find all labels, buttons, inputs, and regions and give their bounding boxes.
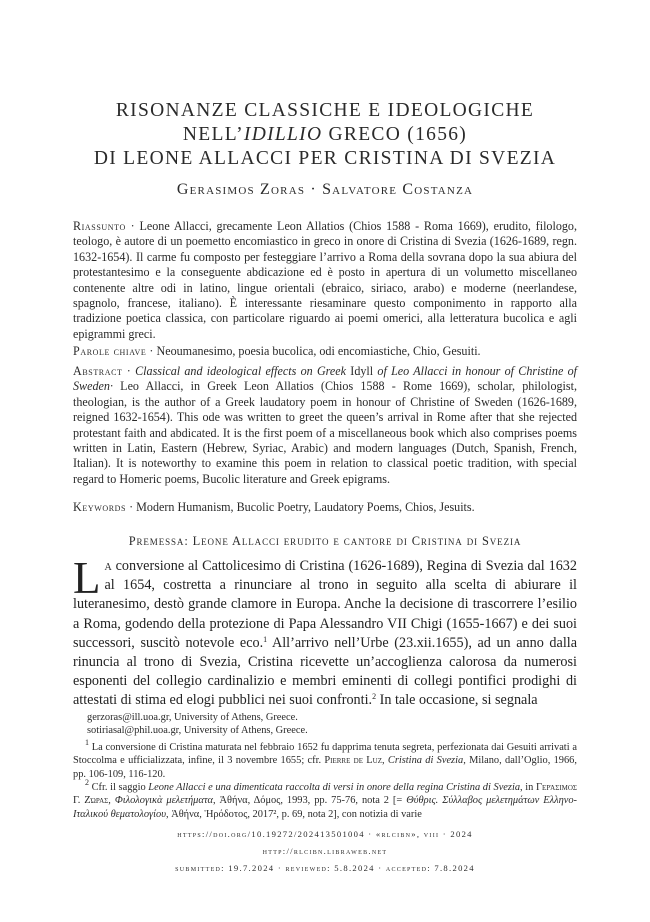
- parole-chiave-text: · Neoumanesimo, poesia bucolica, odi encomiastiche, Chio, Gesuiti.: [146, 344, 481, 358]
- author-email-2: sotiriasal@phil.uoa.gr, University of Athens, Greece.: [87, 725, 308, 736]
- body-text-1: conversione al Cattolicesimo di Cristina (1626-1689), Regina di Svezia dal 1632 al 1654, costretta a rinunciare al trono in seguito alla scelta di abiurare il luteranesimo, destò grande clamore in Europa. Anche la decisione di trascorrere l’esilio a Roma, godendo della protezione di Papa Alessandro VII Chigi (1655-1667) e dei suoi successori, suscitò notevole eco.: [73, 558, 577, 651]
- footer-doi[interactable]: https://doi.org/10.19272/202413501004 · «rlcibn», viii · 2024: [177, 829, 473, 839]
- first-word: a: [104, 558, 112, 574]
- abstract-sep: ·: [122, 364, 136, 378]
- footnote-ref-2[interactable]: 2: [372, 692, 377, 702]
- footnote-2-sep: ,: [108, 795, 115, 807]
- abstract-text: Leo Allacci, in Greek Leon Allatios (Chios 1588 - Rome 1669), scholar, philologist, theologian, is the author of a Greek laudatory poem in honour of Christine of Sweden (1626-1689, reigned 1632-1654). This ode was written to greet the queen’s arrival in Rome after that she rejected protestant faith and abdicated. It is the first poem of a miscellaneous book which also comprises poems written in Latin, Eastern (Hebrew, Syriac, Arabic) and modern languages (Dutch, Spanish, French, Italian). It is noteworthy to examine this poem in relation to classical poetic tradition, with special regard to Homeric poems, Bucolic literature and Greek epigrams.: [73, 379, 577, 486]
- body-text-3: In tale occasione, si segnala: [376, 692, 538, 709]
- footnote-ref-1[interactable]: 1: [263, 634, 268, 644]
- footnote-2-end: , Ἀθήνα, Ἡρόδοτος, 2017², p. 69, nota 2], con notizia di varie: [166, 808, 422, 820]
- footnote-1-pre: La conversione di Cristina maturata nel febbraio 1652 fu dapprima tenuta segreta, perfezionata dai Gesuiti arrivati a Stoccolma e ufficializzata, infine, il 3 novembre 1655; cfr.: [73, 742, 577, 767]
- footnote-2-number: 2: [85, 778, 89, 787]
- abstract-title-part2: of Leo Allacci in honour of Christine of Sweden·: [73, 364, 577, 394]
- parole-chiave-label: Parole chiave: [73, 344, 147, 358]
- footnote-2-collection: Θύθρις. Σύλλαβος μελετημάτων Ελληνο-Ιταλικού θεματολογίου: [73, 795, 577, 820]
- title-line-2-italic: IDILLIO: [243, 124, 323, 145]
- footnote-1-title: Cristina di Svezia: [387, 755, 464, 767]
- title-line-2-pre: NELL’: [182, 124, 244, 145]
- title-line-3: DI LEONE ALLACCI PER CRISTINA DI SVEZIA: [93, 148, 557, 169]
- abstract-title-idyll: Idyll: [346, 364, 378, 378]
- body-text-2: All’arrivo nell’Urbe (23.xii.1655), ad un anno dalla rinuncia al trono di Svezia, Cristina ricevette un’accoglienza calorosa da numerosi esponenti del collegio cardinalizio e membri eminenti di collegi pontifici prodighi di attestati di stima ed elogi pubblici nei suoi confronti.: [73, 634, 577, 709]
- drop-cap: L: [73, 553, 101, 603]
- footnote-2-mid: , in: [520, 782, 536, 793]
- footnote-1-author: Pierre de Luz: [324, 755, 382, 767]
- footnote-1-sep: ,: [381, 755, 388, 767]
- riassunto-text: · Leone Allacci, grecamente Leon Allatios (Chios 1588 - Roma 1669), erudito, filologo, teologo, è autore di un poemetto encomiastico in greco in onore di Cristina di Svezia (1626-1689, regn. 1632-1654). Il carme fu composto per festeggiare l’arrivo a Roma della sovrana dopo la sua abiura del protestantesimo e la conseguente abdicazione ed è posto in apertura di un volumetto miscellaneo contenente altre odi in latino, lingue orientali (ebraico, siriaco, arabo) e moderne (neerlandese, spagnolo, francese, italiano). È interessante riesaminare questo componimento in rapporto alla tradizione poetica classica, con particolare riguardo ai poemi omerici, alla letteratura bucolica e agli epigrammi greci.: [73, 219, 577, 341]
- riassunto-label: Riassunto: [73, 219, 126, 233]
- abstract-paragraph: [73, 364, 577, 487]
- keywords-paragraph: [73, 500, 577, 515]
- footnote-2-pre: Cfr. il saggio: [89, 782, 149, 793]
- footnote-1-number: 1: [85, 738, 89, 747]
- parole-chiave-paragraph: [73, 344, 577, 359]
- footnote-2-author: Γεράσιμος Γ. Ζώρας: [73, 782, 577, 807]
- footnote-2-post: , Ἀθήνα, Δόμος, 1993, pp. 75-76, nota 2 [=: [213, 795, 407, 807]
- keywords-text: · Modern Humanism, Bucolic Poetry, Laudatory Poems, Chios, Jesuits.: [126, 500, 475, 514]
- title-line-2-post: GRECO (1656): [322, 124, 468, 145]
- footer-url[interactable]: http://rlcibn.libraweb.net: [262, 846, 388, 856]
- body-paragraph: [73, 553, 577, 711]
- authors: Gerasimos Zoras · Salvatore Costanza: [176, 181, 474, 198]
- footnote-2-book: Φιλολογικὰ μελετήματα: [114, 795, 213, 807]
- footnote-1: [73, 738, 577, 781]
- footnote-2-body: [73, 778, 577, 821]
- title-line-2: [60, 123, 590, 147]
- title-line-1: RISONANZE CLASSICHE E IDEOLOGICHE: [115, 100, 535, 121]
- abstract-label: Abstract: [73, 364, 123, 378]
- riassunto-paragraph: [73, 219, 577, 342]
- footnote-1-post: , Milano, dall’Oglio, 1966, pp. 106-109, 116-120.: [73, 755, 577, 780]
- article-title: [60, 99, 590, 171]
- footer-dates: submitted: 19.7.2024 · reviewed: 5.8.2024 · accepted: 7.8.2024: [175, 863, 475, 873]
- footnote-1-body: [73, 738, 577, 781]
- author-email-1: gerzoras@ill.uoa.gr, University of Athens, Greece.: [87, 712, 298, 723]
- footnote-2-title: Leone Allacci e una dimenticata raccolta di versi in onore della regina Cristina di Svezia: [148, 782, 521, 793]
- section-heading: Premessa: Leone Allacci erudito e cantore di Cristina di Svezia: [128, 534, 522, 548]
- keywords-label: Keywords: [73, 500, 127, 514]
- abstract-title-part1: Classical and ideological effects on Greek: [135, 364, 347, 378]
- footnote-2: [73, 778, 577, 821]
